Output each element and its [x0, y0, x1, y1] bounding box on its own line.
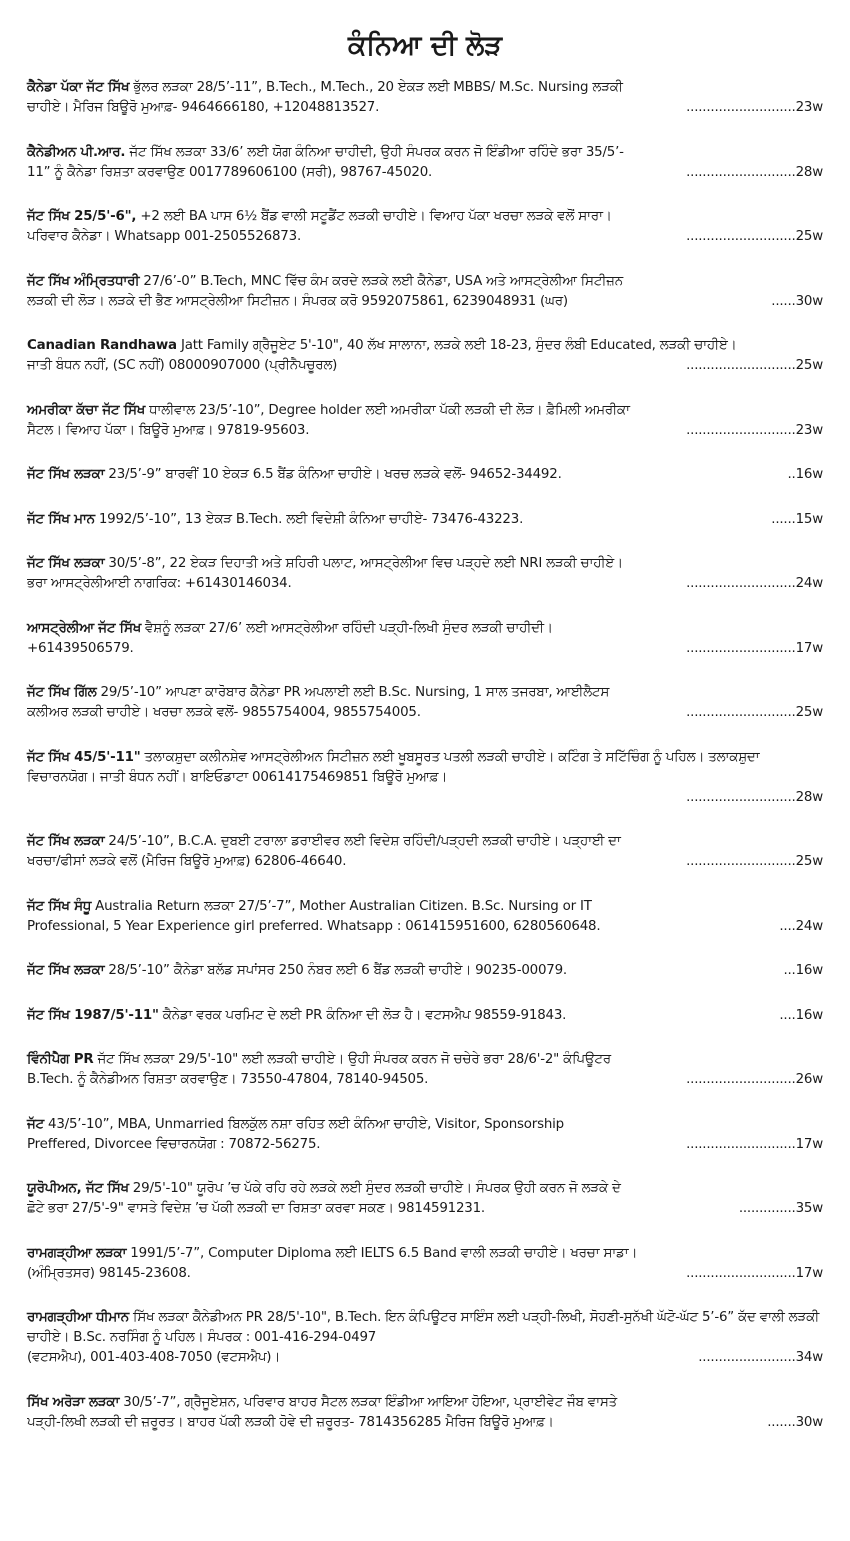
ad-code: ......30w	[771, 293, 823, 309]
classified-ad	[27, 1179, 823, 1219]
ad-body: ਵੈਸ਼ਨੂੰ ਲੜਕਾ 27/6’ ਲਈ ਆਸਟ੍ਰੇਲੀਆ ਰਹਿੰਦੀ ਪੜ੍ਹੀ-ਲਿਖੀ ਸੁੰਦਰ ਲੜਕੀ ਚਾਹੀਦੀ।	[141, 620, 553, 636]
ad-code-line	[27, 227, 823, 247]
ad-code: ...........................25w	[686, 229, 823, 244]
ad-text	[27, 961, 775, 981]
ad-body: 30/5’-8”, 22 ਏਕੜ ਦਿਹਾਤੀ ਅਤੇ ਸ਼ਹਿਰੀ ਪਲਾਟ, ਆਸਟ੍ਰੇਲੀਆ ਵਿਚ ਪੜ੍ਹਦੇ ਲਈ NRI ਲੜਕੀ ਚਾਹੀਏ।	[104, 556, 623, 571]
ad-text	[27, 1244, 823, 1264]
ad-last-line: ਪਰਿਵਾਰ ਕੈਨੇਡਾ। Whatsapp 001-2505526873.	[27, 229, 302, 244]
ad-lead: ਆਸਟ੍ਰੇਲੀਆ ਜੱਟ ਸਿੱਖ	[27, 620, 141, 636]
ad-last-line: ਭਰਾ ਆਸਟ੍ਰੇਲੀਆਈ ਨਾਗਰਿਕ: +61430146034.	[27, 576, 292, 591]
ad-text	[27, 78, 823, 98]
classified-ad	[27, 961, 823, 981]
ad-lead: ਜੱਟ ਸਿੱਖ ਸੰਧੂ	[27, 898, 92, 914]
ad-code-line	[27, 917, 823, 937]
classified-ad	[27, 336, 823, 376]
classified-ad	[27, 554, 823, 594]
ad-lead: ਰਾਮਗੜ੍ਹੀਆ ਧੀਮਾਨ	[27, 1310, 129, 1325]
ad-text	[27, 1179, 823, 1199]
ad-last-line: B.Tech. ਨੂੰ ਕੈਨੇਡੀਅਨ ਰਿਸ਼ਤਾ ਕਰਵਾਉਣ। 73550-47804, 78140-94505.	[27, 1072, 429, 1087]
ad-code-line	[27, 703, 823, 723]
ad-code-line	[27, 1348, 823, 1368]
ad-lead: ਜੱਟ ਸਿੱਖ ਮਾਨ	[27, 511, 95, 527]
classified-ad	[27, 78, 823, 118]
ad-code: ...........................17w	[686, 1265, 823, 1281]
ad-lead: ਜੱਟ ਸਿੱਖ ਅੰਮ੍ਰਿਤਧਾਰੀ	[27, 273, 140, 289]
classified-ad	[27, 832, 823, 872]
ad-body: ਭੁੱਲਰ ਲੜਕਾ 28/5’-11”, B.Tech., M.Tech., 20 ਏਕੜ ਲਈ MBBS/ M.Sc. Nursing ਲੜਕੀ	[129, 80, 623, 95]
ad-code-line	[27, 639, 823, 659]
ad-last-line: ਚਾਹੀਏ। ਮੈਰਿਜ ਬਿਊਰੋ ਮੁਆਫ਼- 9464666180, +12048813527.	[27, 100, 380, 115]
ad-lead: ਜੱਟ ਸਿੱਖ ਲੜਕਾ	[27, 963, 105, 978]
ad-code: ...........................26w	[686, 1072, 823, 1087]
ad-last-line: ਖਰਚਾ/ਫੀਸਾਂ ਲੜਕੇ ਵਲੋਂ (ਮੈਰਿਜ ਬਿਊਰੋ ਮੁਆਫ਼) 62806-46640.	[27, 854, 347, 869]
ad-text	[27, 143, 823, 163]
ad-text	[27, 748, 823, 788]
ad-text	[27, 619, 823, 639]
ad-code: ......15w	[771, 511, 823, 527]
ad-lead: ਜੱਟ ਸਿੱਖ 45/5'-11"	[27, 749, 141, 765]
ad-text	[27, 510, 763, 530]
ad-last-line: +61439506579.	[27, 640, 134, 656]
ad-body: ਜੱਟ ਸਿੱਖ ਲੜਕਾ 29/5'-10" ਲਈ ਲੜਕੀ ਚਾਹੀਏ। ਉਹੀ ਸੰਪਰਕ ਕਰਨ ਜੋ ਚਚੇਰੇ ਭਰਾ 28/6'-2" ਕੰਪਿਊਟਰ	[93, 1052, 611, 1067]
ad-code: ...........................17w	[686, 640, 823, 656]
ad-code-line	[27, 788, 823, 808]
classified-ad	[27, 401, 823, 441]
ad-code: .......30w	[767, 1414, 823, 1430]
ad-text	[27, 554, 823, 574]
ad-last-line: Professional, 5 Year Experience girl preferred. Whatsapp : 061415951600, 6280560648.	[27, 918, 601, 934]
ad-lead: ਜੱਟ ਸਿੱਖ ਲੜਕਾ	[27, 834, 105, 849]
classified-ad	[27, 1393, 823, 1433]
ad-last-line: ਕੈਨੇਡਾ ਵਰਕ ਪਰਮਿਟ ਦੇ ਲਈ PR ਕੰਨਿਆ ਦੀ ਲੋੜ ਹੈ। ਵਟਸਐਪ 98559-91843.	[158, 1007, 567, 1023]
ad-lead: ਰਾਮਗੜ੍ਹੀਆ ਲੜਕਾ	[27, 1245, 127, 1261]
ad-code-line	[27, 574, 823, 594]
ad-lead: ਯੂਰੋਪੀਅਨ, ਜੱਟ ਸਿੱਖ	[27, 1181, 129, 1196]
ad-code-line	[27, 1413, 823, 1433]
ad-lead: ਸਿੱਖ ਅਰੋੜਾ ਲੜਕਾ	[27, 1394, 120, 1410]
ad-code: ...........................28w	[686, 164, 823, 180]
classified-ad	[27, 465, 823, 485]
ad-lead: ਜੱਟ ਸਿੱਖ 25/5'-6",	[27, 209, 137, 224]
ad-body: ਤਲਾਕਸ਼ੁਦਾ ਕਲੀਨਸ਼ੇਵ ਆਸਟ੍ਰੇਲੀਅਨ ਸਿਟੀਜ਼ਨ ਲਈ ਖੂਬਸੂਰਤ ਪਤਲੀ ਲੜਕੀ ਚਾਹੀਏ। ਕਟਿੰਗ ਤੇ ਸਟਿੱਚਿੰਗ ਨੂੰ ਪਹਿਲ। ਤਲਾਕਸ਼ੁਦਾ ਵਿਚਾਰਨਯੋਗ। ਜਾਤੀ ਬੰਧਨ ਨਹੀਂ। ਬਾਇਓਡਾਟਾ 00614175469851 ਬਿਊਰੋ ਮੁਆਫ਼।	[27, 749, 760, 785]
ad-text	[27, 272, 823, 292]
classified-ad	[27, 207, 823, 247]
ad-text	[27, 207, 823, 227]
ad-lead: ਕੈਨੇਡੀਅਨ ਪੀ.ਆਰ.	[27, 144, 126, 160]
ad-text	[27, 683, 823, 703]
ad-body: ਧਾਲੀਵਾਲ 23/5’-10”, Degree holder ਲਈ ਅਮਰੀਕਾ ਪੱਕੀ ਲੜਕੀ ਦੀ ਲੋੜ। ਫ਼ੈਮਿਲੀ ਅਮਰੀਕਾ	[145, 402, 630, 418]
page-title: ਕੰਨਿਆ ਦੀ ਲੋੜ	[347, 30, 503, 61]
ad-text	[27, 897, 823, 917]
ad-code: ....16w	[779, 1007, 823, 1023]
ad-last-line: ਲੜਕੀ ਦੀ ਲੋੜ। ਲੜਕੇ ਦੀ ਭੈਣ ਆਸਟ੍ਰੇਲੀਆ ਸਿਟੀਜ਼ਨ। ਸੰਪਰਕ ਕਰੋ 9592075861, 6239048931 (ਘਰ)	[27, 293, 568, 309]
ad-last-line: 1992/5’-10”, 13 ਏਕੜ B.Tech. ਲਈ ਵਿਦੇਸ਼ੀ ਕੰਨਿਆ ਚਾਹੀਏ- 73476-43223.	[94, 511, 524, 527]
ad-text	[27, 401, 823, 421]
ad-body: 29/5’-10” ਆਪਣਾ ਕਾਰੋਬਾਰ ਕੈਨੇਡਾ PR ਅਪਲਾਈ ਲਈ B.Sc. Nursing, 1 ਸਾਲ ਤਜਰਬਾ, ਆਈਲੈਟਸ	[96, 685, 610, 700]
ad-lead: Canadian Randhawa	[27, 338, 177, 353]
ad-code-line	[27, 465, 823, 485]
ad-list	[27, 78, 823, 1433]
ad-last-line: (ਵਟਸਐਪ), 001-403-408-7050 (ਵਟਸਐਪ)।	[27, 1350, 281, 1365]
ad-code: ...16w	[783, 963, 823, 978]
classified-ad	[27, 1115, 823, 1155]
ad-code-line	[27, 1199, 823, 1219]
ad-code: ...........................24w	[686, 576, 823, 591]
ad-body: 24/5’-10”, B.C.A. ਦੁਬਈ ਟਰਾਲਾ ਡਰਾਈਵਰ ਲਈ ਵਿਦੇਸ਼ ਰਹਿੰਦੀ/ਪੜ੍ਹਦੀ ਲੜਕੀ ਚਾਹੀਏ। ਪੜ੍ਹਾਈ ਦਾ	[104, 834, 621, 849]
ad-body: 1991/5’-7”, Computer Diploma ਲਈ IELTS 6.5 Band ਵਾਲੀ ਲੜਕੀ ਚਾਹੀਏ। ਖਰਚਾ ਸਾਡਾ।	[126, 1245, 638, 1261]
classified-ad	[27, 1244, 823, 1284]
ad-text	[27, 1308, 823, 1348]
ad-body: 27/6’-0” B.Tech, MNC ਵਿੱਚ ਕੰਮ ਕਰਦੇ ਲੜਕੇ ਲਈ ਕੈਨੇਡਾ, USA ਅਤੇ ਆਸਟ੍ਰੇਲੀਆ ਸਿਟੀਜ਼ਨ	[139, 273, 623, 289]
classified-ad	[27, 143, 823, 183]
ad-code-line	[27, 1070, 823, 1090]
ad-text	[27, 832, 823, 852]
ad-last-line: Preffered, Divorcee ਵਿਚਾਰਨਯੋਗ : 70872-56275.	[27, 1136, 321, 1152]
ad-text	[27, 1006, 771, 1026]
ad-body: 29/5'-10" ਯੂਰੋਪ ’ਚ ਪੱਕੇ ਰਹਿ ਰਹੇ ਲੜਕੇ ਲਈ ਸੁੰਦਰ ਲੜਕੀ ਚਾਹੀਏ। ਸੰਪਰਕ ਉਹੀ ਕਰਨ ਜੋ ਲੜਕੇ ਦੇ	[128, 1181, 621, 1196]
ad-code: ...........................25w	[686, 854, 823, 869]
ad-body: 30/5’-7”, ਗ੍ਰੈਜੂਏਸ਼ਨ, ਪਰਿਵਾਰ ਬਾਹਰ ਸੈਟਲ ਲੜਕਾ ਇੰਡੀਆ ਆਇਆ ਹੋਇਆ, ਪ੍ਰਾਈਵੇਟ ਜੌਬ ਵਾਸਤੇ	[119, 1394, 617, 1410]
classified-ad	[27, 1006, 823, 1026]
ad-last-line: 23/5’-9” ਬਾਰਵੀਂ 10 ਏਕੜ 6.5 ਬੈਂਡ ਕੰਨਿਆ ਚਾਹੀਏ। ਖਰਚ ਲੜਕੇ ਵਲੋਂ- 94652-34492.	[104, 467, 562, 482]
ad-body: +2 ਲਈ BA ਪਾਸ 6½ ਬੈਂਡ ਵਾਲੀ ਸਟੂਡੈਂਟ ਲੜਕੀ ਚਾਹੀਏ। ਵਿਆਹ ਪੱਕਾ ਖਰਚਾ ਲੜਕੇ ਵਲੋਂ ਸਾਰਾ।	[136, 209, 612, 224]
ad-lead: ਜੱਟ ਸਿੱਖ ਗਿੱਲ	[27, 685, 97, 700]
ad-code: ....24w	[779, 918, 823, 934]
ad-last-line: ਛੋਟੇ ਭਰਾ 27/5'-9" ਵਾਸਤੇ ਵਿਦੇਸ਼ ’ਚ ਪੱਕੀ ਲੜਕੀ ਦਾ ਰਿਸ਼ਤਾ ਕਰਵਾ ਸਕਣ। 9814591231.	[27, 1201, 485, 1216]
classified-ad	[27, 1050, 823, 1090]
ad-text	[27, 465, 779, 485]
ad-text	[27, 1393, 823, 1413]
ad-last-line: ਸੈਟਲ। ਵਿਆਹ ਪੱਕਾ। ਬਿਊਰੋ ਮੁਆਫ਼। 97819-95603.	[27, 422, 310, 438]
ad-code-line	[27, 1006, 823, 1026]
ad-text	[27, 1050, 823, 1070]
ad-body: ਜੱਟ ਸਿੱਖ ਲੜਕਾ 33/6’ ਲਈ ਯੋਗ ਕੰਨਿਆ ਚਾਹੀਦੀ, ਉਹੀ ਸੰਪਰਕ ਕਰਨ ਜੋ ਇੰਡੀਆ ਰਹਿੰਦੇ ਭਰਾ 35/5’-	[125, 144, 624, 160]
ad-last-line: 11” ਨੂੰ ਕੈਨੇਡਾ ਰਿਸ਼ਤਾ ਕਰਵਾਉਣ 0017789606100 (ਸਰੀ), 98767-45020.	[27, 164, 433, 180]
ad-code: ...........................17w	[686, 1136, 823, 1152]
ad-last-line: ਜਾਤੀ ਬੰਧਨ ਨਹੀਂ, (SC ਨਹੀਂ) 08000907000 (ਪ੍ਰੀਨੈਪਚੂਰਲ)	[27, 358, 338, 373]
ad-code-line	[27, 1135, 823, 1155]
ad-code: ..16w	[787, 467, 823, 482]
classified-ad	[27, 748, 823, 808]
ad-body: 43/5’-10”, MBA, Unmarried ਬਿਲਕੁੱਲ ਨਸ਼ਾ ਰਹਿਤ ਲਈ ਕੰਨਿਆ ਚਾਹੀਏ, Visitor, Sponsorship	[43, 1116, 564, 1132]
classified-ad	[27, 272, 823, 312]
ad-code: ...........................23w	[686, 422, 823, 438]
ad-code: ...........................25w	[686, 705, 823, 720]
ad-last-line: ਪੜ੍ਹੀ-ਲਿਖੀ ਲੜਕੀ ਦੀ ਜ਼ਰੂਰਤ। ਬਾਹਰ ਪੱਕੀ ਲੜਕੀ ਹੋਵੇ ਦੀ ਜ਼ਰੂਰਤ- 7814356285 ਮੈਰਿਜ ਬਿਊਰੋ ਮੁਆਫ਼।	[27, 1414, 554, 1430]
ad-code-line	[27, 292, 823, 312]
classified-ad	[27, 683, 823, 723]
classified-ad	[27, 510, 823, 530]
ad-code-line	[27, 1264, 823, 1284]
ad-code: ...........................23w	[686, 100, 823, 115]
ad-code-line	[27, 421, 823, 441]
ad-lead: ਵਿੰਨੀਪੈਗ PR	[27, 1052, 94, 1067]
classified-ad	[27, 1308, 823, 1368]
ad-lead: ਅਮਰੀਕਾ ਕੱਚਾ ਜੱਟ ਸਿੱਖ	[27, 402, 146, 418]
ad-last-line: 28/5’-10” ਕੈਨੇਡਾ ਬਲੱਡ ਸਪਾਂਸਰ 250 ਨੰਬਰ ਲਈ 6 ਬੈਂਡ ਲੜਕੀ ਚਾਹੀਏ। 90235-00079.	[104, 963, 567, 978]
ad-code-line	[27, 852, 823, 872]
ad-lead: ਜੱਟ ਸਿੱਖ ਲੜਕਾ	[27, 467, 105, 482]
ad-body: Australia Return ਲੜਕਾ 27/5’-7”, Mother Australian Citizen. B.Sc. Nursing or IT	[91, 898, 592, 914]
ad-body: Jatt Family ਗ੍ਰੈਜੂਏਟ 5'-10", 40 ਲੱਖ ਸਾਲਾਨਾ, ਲੜਕੇ ਲਈ 18-23, ਸੁੰਦਰ ਲੰਬੀ Educated, ਲੜਕੀ ਚਾਹੀਏ।	[176, 338, 737, 353]
ad-lead: ਕੈਨੇਡਾ ਪੱਕਾ ਜੱਟ ਸਿੱਖ	[27, 80, 130, 95]
ad-body: ਸਿੱਖ ਲੜਕਾ ਕੈਨੇਡੀਅਨ PR 28/5'-10", B.Tech. ਇਨ ਕੰਪਿਊਟਰ ਸਾਇੰਸ ਲਈ ਪੜ੍ਹੀ-ਲਿਖੀ, ਸੋਹਣੀ-ਸੁਨੱਖੀ ਘੱਟੋ-ਘੱਟ 5’-6” ਕੱਦ ਵਾਲੀ ਲੜਕੀ ਚਾਹੀਏ। B.Sc. ਨਰਸਿੰਗ ਨੂੰ ਪਹਿਲ। ਸੰਪਰਕ : 001-416-294-0497	[27, 1310, 820, 1345]
ad-text	[27, 336, 823, 356]
ad-text	[27, 1115, 823, 1135]
ad-last-line: (ਅੰਮ੍ਰਿਤਸਰ) 98145-23608.	[27, 1265, 191, 1281]
ad-code: ..............35w	[738, 1201, 823, 1216]
ad-code-line	[27, 356, 823, 376]
classified-ad	[27, 897, 823, 937]
ad-lead: ਜੱਟ ਸਿੱਖ ਲੜਕਾ	[27, 556, 105, 571]
ad-code-line	[27, 163, 823, 183]
ad-code-line	[27, 510, 823, 530]
ad-code-line	[27, 961, 823, 981]
classified-ad	[27, 619, 823, 659]
ad-last-line: ਕਲੀਅਰ ਲੜਕੀ ਚਾਹੀਏ। ਖਰਚਾ ਲੜਕੇ ਵਲੋਂ- 9855754004, 9855754005.	[27, 705, 421, 720]
ad-code-line	[27, 98, 823, 118]
ad-code: ...........................28w	[686, 789, 823, 805]
ad-lead: ਜੱਟ	[27, 1116, 44, 1132]
ad-lead: ਜੱਟ ਸਿੱਖ 1987/5'-11"	[27, 1007, 159, 1023]
ad-code: ........................34w	[698, 1350, 823, 1365]
ad-code: ...........................25w	[686, 358, 823, 373]
